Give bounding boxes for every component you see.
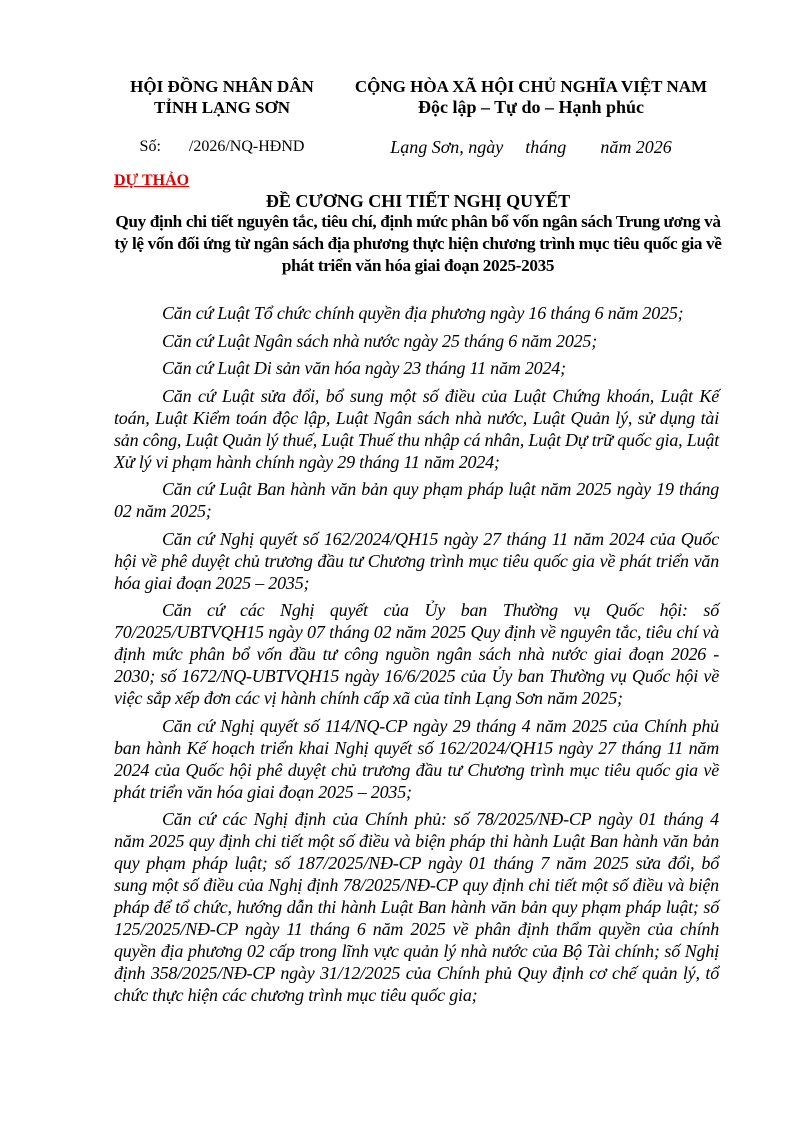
legal-basis	[114, 302, 719, 1012]
legal-basis-paragraph: Căn cứ Luật Tổ chức chính quyền địa phương ngày 16 tháng 6 năm 2025;	[162, 303, 684, 323]
legal-basis-paragraph: Căn cứ Nghị quyết số 114/NQ-CP ngày 29 tháng 4 năm 2025 của Chính phủ ban hành Kế hoạch triển khai Nghị quyết số 162/2024/QH15 ngày 27 tháng 11 năm 2024 của Quốc hội phê duyệt chủ trương đầu tư Chương trình mục tiêu quốc gia về phát triển văn hóa giai đoạn 2025 – 2035;	[114, 715, 719, 802]
national-header	[342, 76, 720, 118]
legal-basis-paragraph: Căn cứ Luật sửa đổi, bổ sung một số điều của Luật Chứng khoán, Luật Kế toán, Luật Kiểm toán độc lập, Luật Ngân sách nhà nước, Luật Quản lý, sử dụng tài sản công, Luật Quản lý thuế, Luật Thuế thu nhập cá nhân, Luật Dự trữ quốc gia, Luật Xử lý vi phạm hành chính ngày 29 tháng 11 năm 2024;	[114, 385, 719, 472]
legal-basis-paragraph: Căn cứ Luật Di sản văn hóa ngày 23 tháng 11 năm 2024;	[162, 358, 566, 378]
document-number	[112, 137, 332, 157]
legal-basis-paragraph: Căn cứ Luật Ngân sách nhà nước ngày 25 tháng 6 năm 2025;	[162, 330, 598, 351]
authority-line-1: HỘI ĐỒNG NHÂN DÂN	[130, 77, 314, 96]
nation-motto: Độc lập – Tự do – Hạnh phúc	[417, 97, 645, 117]
number-label: Số:	[139, 138, 161, 155]
authority-line-2: TỈNH LẠNG SƠN	[153, 98, 291, 117]
document-title: ĐỀ CƯƠNG CHI TIẾT NGHỊ QUYẾT	[265, 191, 571, 211]
document-subtitle: Quy định chi tiết nguyên tắc, tiêu chí, định mức phân bổ vốn ngân sách Trung ương và tỷ lệ vốn đối ứng từ ngân sách địa phương thực hiện chương trình mục tiêu quốc gia về phát triển văn hóa giai đoạn 2025-2035	[114, 212, 722, 275]
number-value: /2026/NQ-HĐND	[188, 138, 305, 155]
legal-basis-paragraph: Căn cứ Nghị quyết số 162/2024/QH15 ngày 27 tháng 11 năm 2024 của Quốc hội về phê duyệt chủ trương đầu tư Chương trình mục tiêu quốc gia về phát triển văn hóa giai đoạn 2025 – 2035;	[114, 528, 719, 593]
legal-basis-paragraph: Căn cứ các Nghị quyết của Ủy ban Thường vụ Quốc hội: số 70/2025/UBTVQH15 ngày 07 tháng 02 năm 2025 Quy định về nguyên tắc, tiêu chí và định mức phân bổ vốn đầu tư công nguồn ngân sách nhà nước giai đoạn 2026 - 2030; số 1672/NQ-UBTVQH15 ngày 16/6/2025 của Ủy ban Thường vụ Quốc hội về việc sắp xếp đơn các vị hành chính cấp xã của tỉnh Lạng Sơn năm 2025;	[114, 600, 719, 708]
nation-name: CỘNG HÒA XÃ HỘI CHỦ NGHĨA VIỆT NAM	[354, 77, 708, 96]
place-date	[342, 136, 720, 158]
legal-basis-paragraph: Căn cứ các Nghị định của Chính phủ: số 78/2025/NĐ-CP ngày 01 tháng 4 năm 2025 quy định chi tiết một số điều và biện pháp thi hành Luật Ban hành văn bản quy phạm pháp luật; số 187/2025/NĐ-CP ngày 01 tháng 7 năm 2025 sửa đổi, bổ sung một số điều của Nghị định 78/2025/NĐ-CP quy định chi tiết một số điều và biện pháp để tổ chức, hướng dẫn thi hành Luật Ban hành văn bản quy phạm pháp luật; số 125/2025/NĐ-CP ngày 11 tháng 6 năm 2025 về phân định thẩm quyền của chính quyền địa phương 02 cấp trong lĩnh vực quản lý nhà nước của Bộ Tài chính; số Nghị định 358/2025/NĐ-CP ngày 31/12/2025 của Chính phủ Quy định cơ chế quản lý, tổ chức thực hiện các chương trình mục tiêu quốc gia;	[114, 809, 719, 1005]
date-year: năm 2026	[600, 137, 672, 157]
date-place: Lạng Sơn, ngày	[390, 137, 504, 157]
date-month: tháng	[525, 137, 567, 157]
draft-label: DỰ THẢO	[114, 172, 190, 189]
legal-basis-paragraph: Căn cứ Luật Ban hành văn bản quy phạm pháp luật năm 2025 ngày 19 tháng 02 năm 2025;	[114, 479, 719, 521]
issuing-authority	[112, 76, 332, 118]
